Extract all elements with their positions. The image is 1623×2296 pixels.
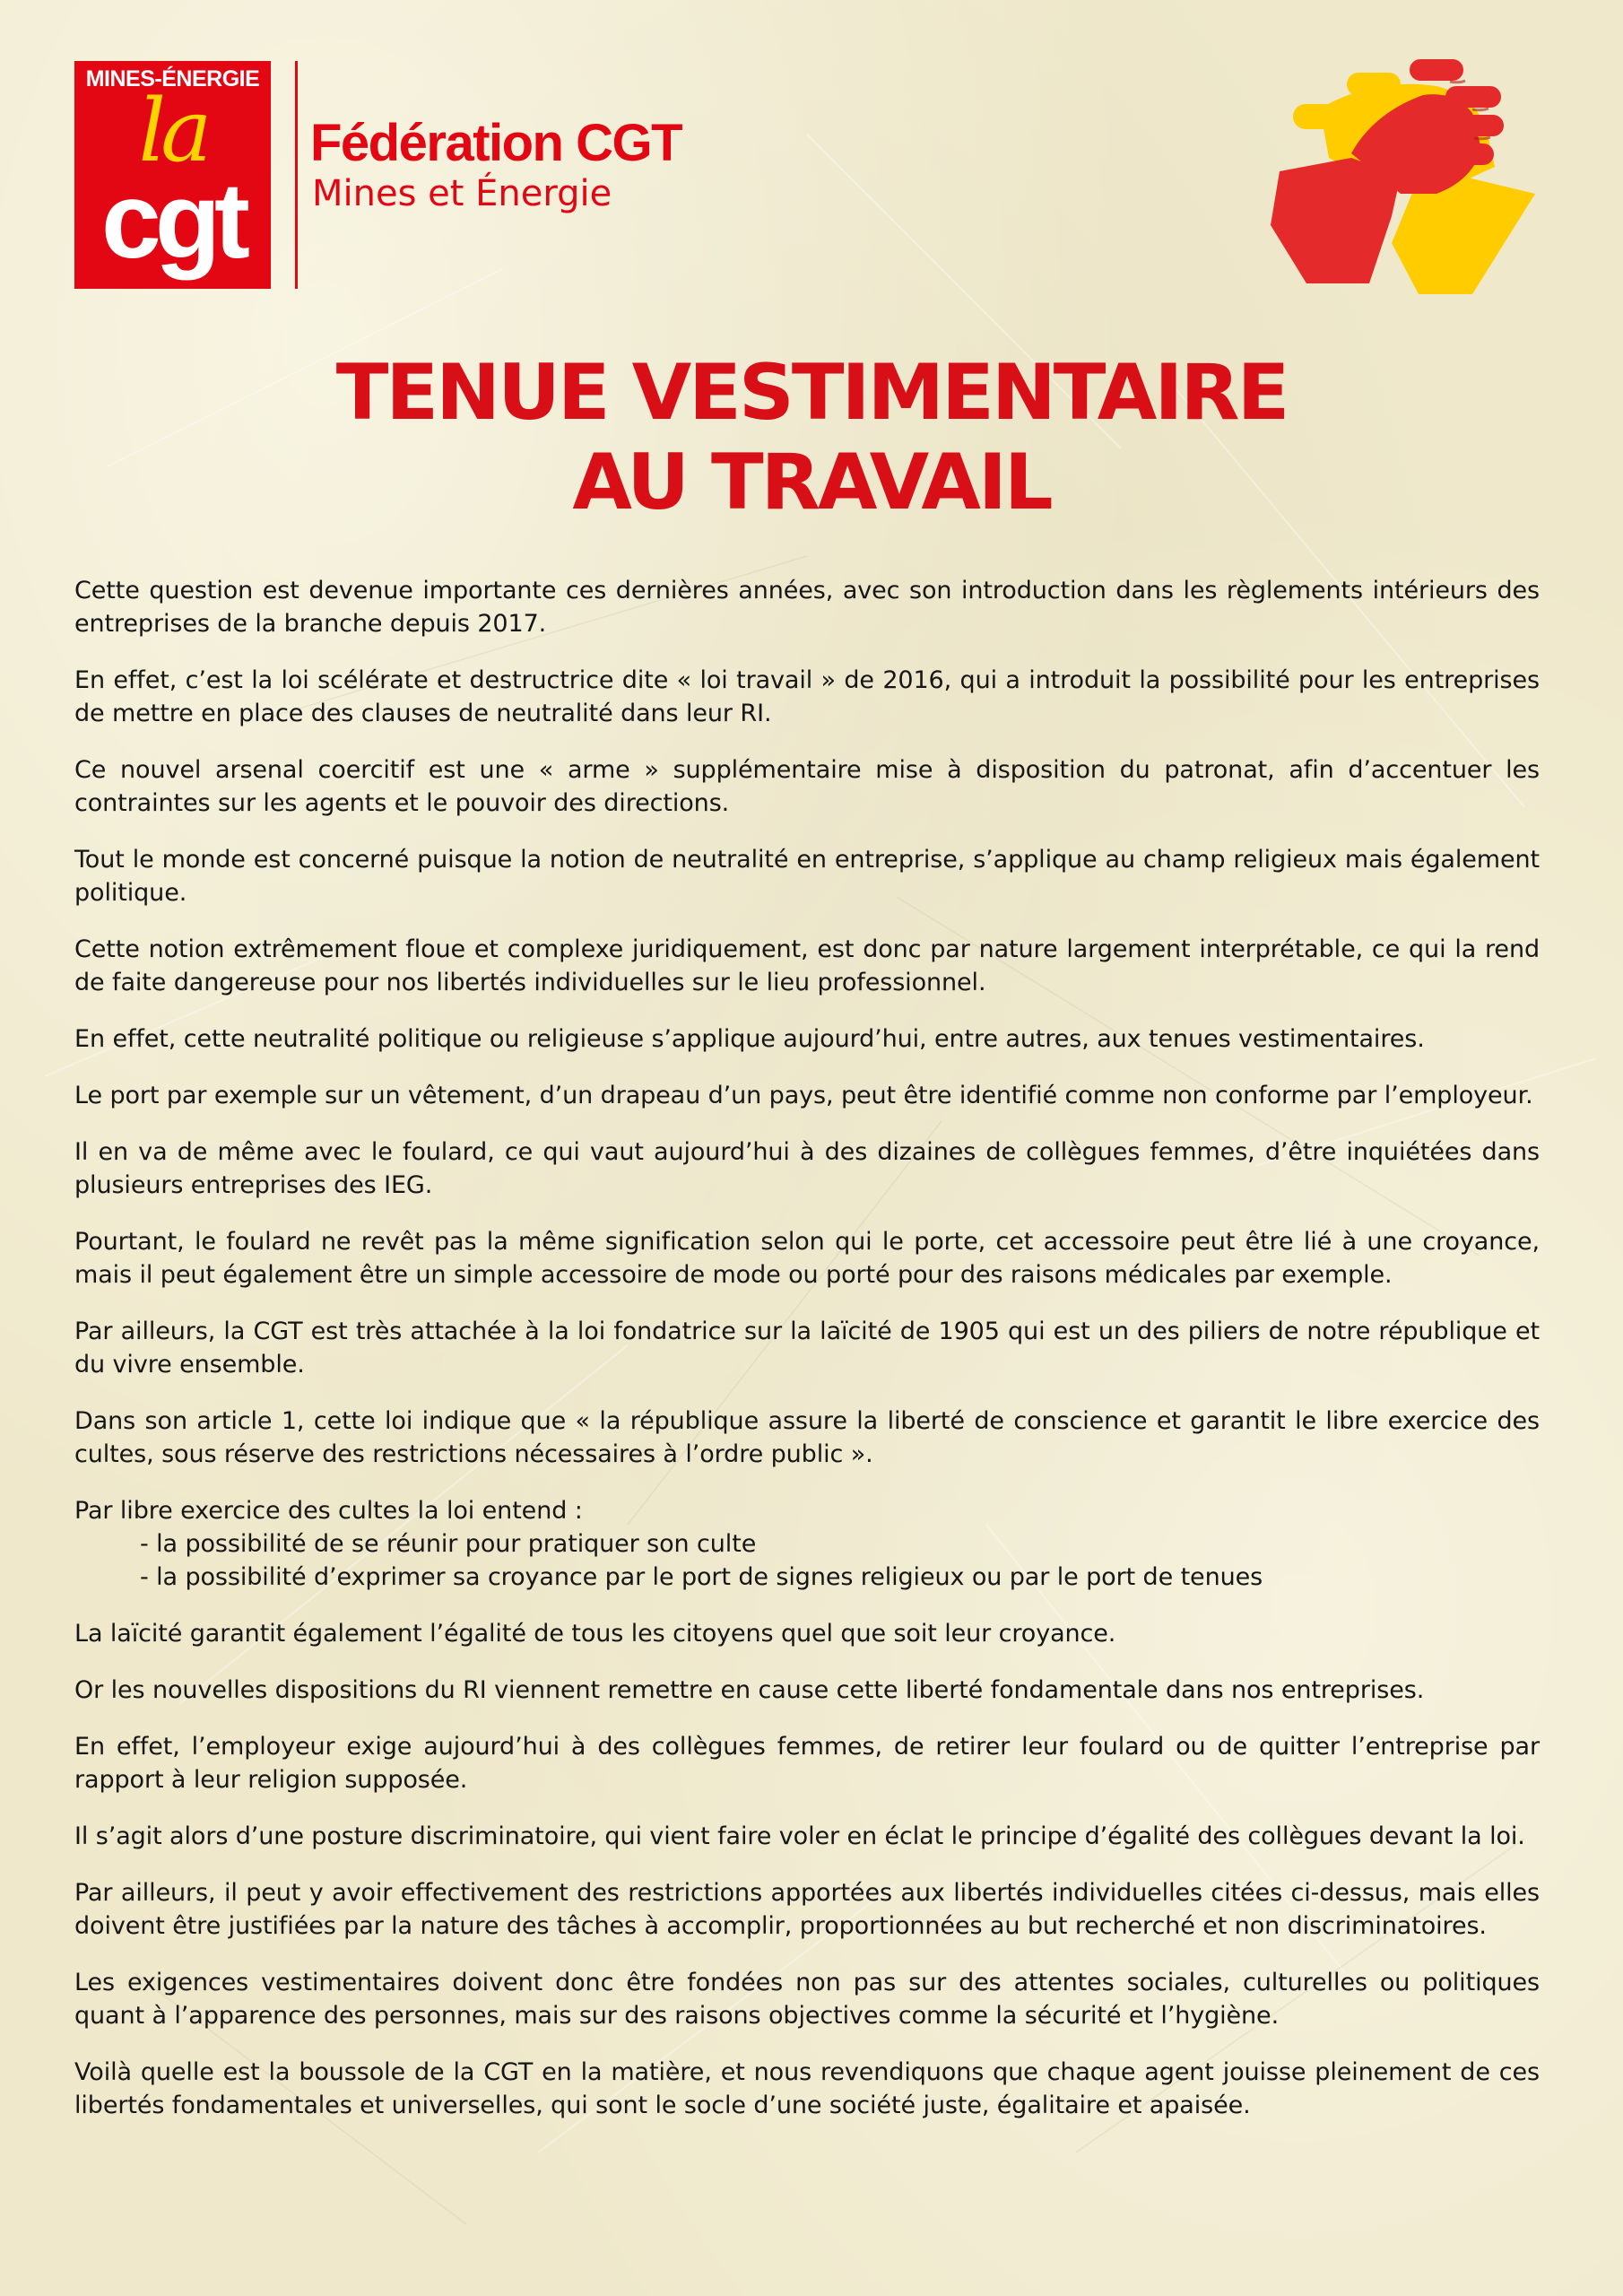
- logo-script-text: la: [138, 81, 207, 181]
- paragraph: La laïcité garantit également l’égalité de tous les citoyens quel que soit leur croyance.: [74, 1620, 1116, 1648]
- paragraph: Par ailleurs, la CGT est très attachée à la loi fondatrice sur la laïcité de 1905 qui est un des piliers de notre république et du vivre ensemble.: [74, 1318, 1540, 1378]
- logo-main-text: cgt: [101, 161, 244, 281]
- paragraph: Tout le monde est concerné puisque la notion de neutralité en entreprise, s’applique au champ religieux mais également politique.: [74, 846, 1540, 907]
- paragraph: Pourtant, le foulard ne revêt pas la même signification selon qui le porte, cet accessoire peut être lié à une croyance, mais il peut également être un simple accessoire de mode ou porté pour des raisons médicales par exemple.: [74, 1228, 1540, 1289]
- list-item: - la possibilité de se réunir pour pratiquer son culte: [140, 1530, 757, 1558]
- title-line-1: TENUE VESTIMENTAIRE: [335, 348, 1288, 438]
- paragraph: Or les nouvelles dispositions du RI viennent remettre en cause cette liberté fondamentale dans nos entreprises.: [74, 1676, 1425, 1704]
- federation-title: Fédération CGT: [310, 114, 682, 172]
- paragraph: En effet, l’employeur exige aujourd’hui à des collègues femmes, de retirer leur foulard ou de quitter l’entreprise par rapport à leur religion supposée.: [74, 1733, 1540, 1794]
- paragraph: Voilà quelle est la boussole de la CGT en la matière, et nous revendiquons que chaque agent jouisse pleinement de ces libertés fondamentales et universelles, qui sont le socle d’une société juste, égalitaire et apaisée.: [74, 2058, 1540, 2119]
- paragraph: En effet, c’est la loi scélérate et destructrice dite « loi travail » de 2016, qui a introduit la possibilité pour les entreprises de mettre en place des clauses de neutralité dans leur RI.: [74, 666, 1540, 727]
- article-body: [74, 574, 1540, 2145]
- logo-top-text: MINES-ÉNERGIE: [85, 66, 260, 91]
- cults-list: [74, 1494, 1540, 1594]
- federation-subtitle: Mines et Énergie: [312, 173, 612, 214]
- header-divider: [295, 61, 298, 289]
- cgt-logo: [74, 61, 271, 289]
- list-item: - la possibilité d’exprimer sa croyance par le port de signes religieux ou par le port de tenues: [140, 1563, 1263, 1591]
- paragraph: Dans son article 1, cette loi indique que « la république assure la liberté de conscience et garantit le libre exercice des cultes, sous réserve des restrictions nécessaires à l’ordre public ».: [74, 1407, 1540, 1468]
- paragraph: Ce nouvel arsenal coercitif est une « arme » supplémentaire mise à disposition du patronat, afin d’accentuer les contraintes sur les agents et le pouvoir des directions.: [74, 756, 1540, 817]
- paragraph: Par ailleurs, il peut y avoir effectivement des restrictions apportées aux libertés individuelles citées ci-dessus, mais elles doivent être justifiées par la nature des tâches à accomplir, proportionnées au but recherché et non discriminatoires.: [74, 1879, 1540, 1940]
- paragraph: En effet, cette neutralité politique ou religieuse s’applique aujourd’hui, entre autres, aux tenues vestimentaires.: [74, 1025, 1425, 1053]
- list-intro: Par libre exercice des cultes la loi entend :: [74, 1497, 583, 1525]
- paragraph: Il s’agit alors d’une posture discriminatoire, qui vient faire voler en éclat le principe d’égalité des collègues devant la loi.: [74, 1822, 1525, 1850]
- page-title: [0, 348, 1623, 527]
- paragraph: Cette question est devenue importante ces dernières années, avec son introduction dans les règlements intérieurs des entreprises de la branche depuis 2017.: [74, 577, 1540, 638]
- paragraph: Les exigences vestimentaires doivent donc être fondées non pas sur des attentes sociales, culturelles ou politiques quant à l’apparence des personnes, mais sur des raisons objectives comme la sécurité et l’hygiène.: [74, 1969, 1540, 2030]
- paragraph: Cette notion extrêmement floue et complexe juridiquement, est donc par nature largement interprétable, ce qui la rend de faite dangereuse pour nos libertés individuelles sur le lieu professionnel.: [74, 935, 1540, 996]
- paragraph: Il en va de même avec le foulard, ce qui vaut aujourd’hui à des dizaines de collègues femmes, d’être inquiétées dans plusieurs entreprises des IEG.: [74, 1138, 1540, 1199]
- clasped-hands-icon: [1266, 59, 1544, 296]
- title-line-2: AU TRAVAIL: [572, 438, 1051, 527]
- paragraph: Le port par exemple sur un vêtement, d’un drapeau d’un pays, peut être identifié comme non conforme par l’employeur.: [74, 1082, 1533, 1109]
